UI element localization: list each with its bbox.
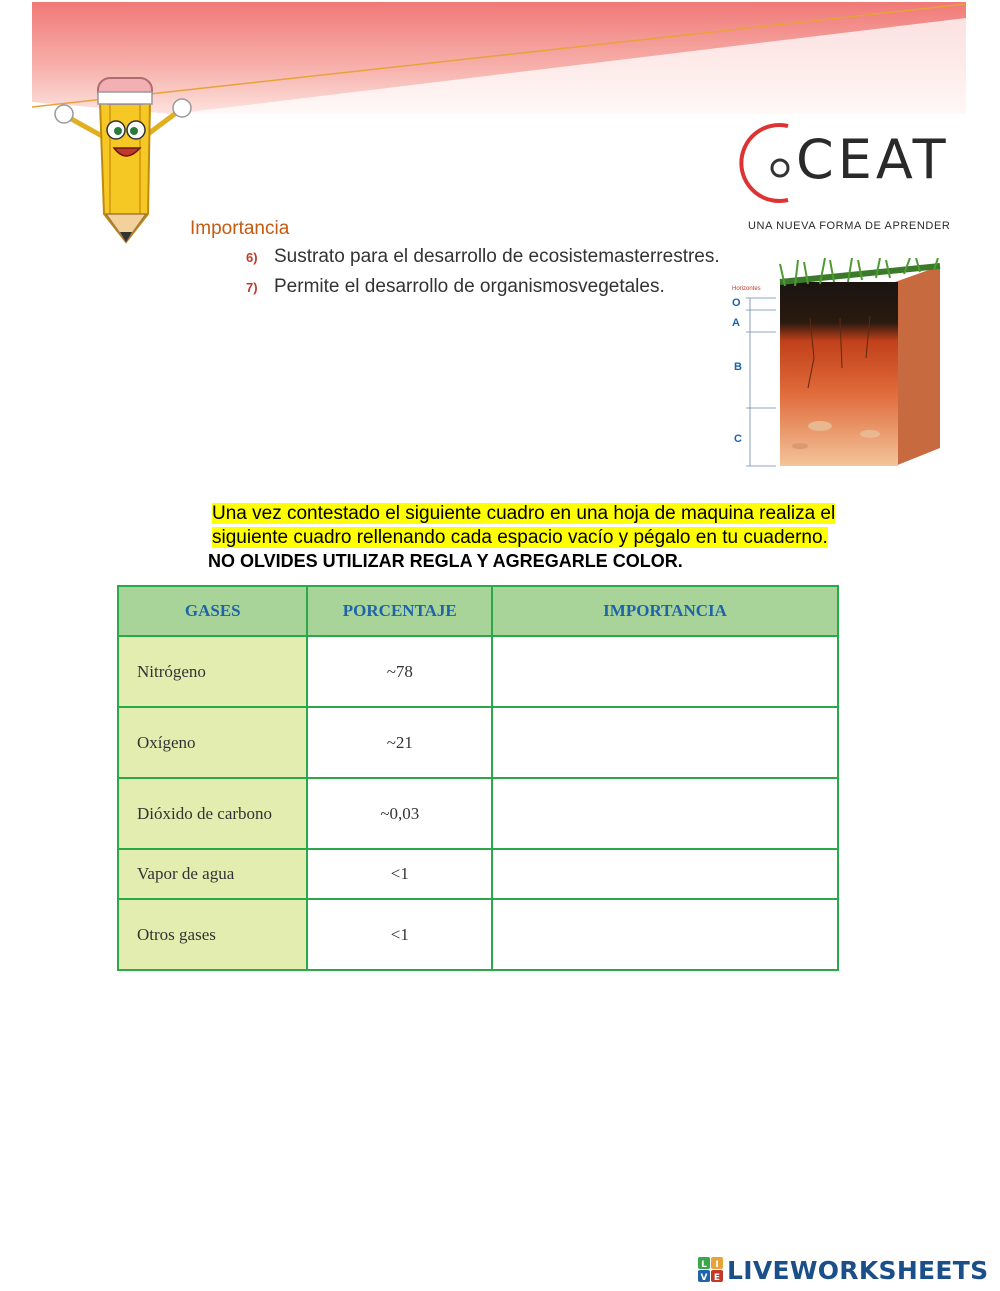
importance-answer-cell[interactable] xyxy=(492,899,838,970)
importancia-heading: Importancia xyxy=(190,218,290,239)
horizon-label-a: A xyxy=(732,317,740,329)
table-row xyxy=(118,707,838,778)
badge-letter: L xyxy=(701,1260,707,1270)
reminder-text: NO OLVIDES UTILIZAR REGLA Y AGREGARLE COLOR. xyxy=(208,551,683,571)
item-number: 6) xyxy=(246,250,258,265)
highlighted-instruction: Una vez contestado el siguiente cuadro en una hoja de maquina realiza el siguiente cuadro rellenando cada espacio vacío y pégalo en tu cuaderno. xyxy=(212,503,836,548)
table-row xyxy=(118,899,838,970)
badge-letter: V xyxy=(700,1273,708,1283)
instructions-text xyxy=(212,502,862,550)
item-text: Sustrato para el desarrollo de ecosistemasterrestres. xyxy=(274,246,720,267)
header-gases: GASES xyxy=(118,586,307,636)
importance-answer-cell[interactable] xyxy=(492,778,838,849)
horizons-title: Horizontes xyxy=(732,286,761,292)
percent-cell: ~0,03 xyxy=(307,778,492,849)
liveworksheets-logo-icon xyxy=(698,1257,724,1283)
gas-name-cell: Dióxido de carbono xyxy=(118,778,307,849)
gas-name-cell: Oxígeno xyxy=(118,707,307,778)
horizon-label-b: B xyxy=(734,361,742,373)
percent-cell: <1 xyxy=(307,849,492,899)
table-row xyxy=(118,778,838,849)
table-row xyxy=(118,636,838,707)
logo-tagline: UNA NUEVA FORMA DE APRENDER xyxy=(748,220,951,232)
gas-name-cell: Nitrógeno xyxy=(118,636,307,707)
header-importance: IMPORTANCIA xyxy=(492,586,838,636)
table-row xyxy=(118,849,838,899)
importance-answer-cell[interactable] xyxy=(492,849,838,899)
logo-wordmark: CEAT xyxy=(796,128,950,191)
importancia-item xyxy=(246,246,720,268)
table-header-row xyxy=(118,586,838,636)
badge-letter: I xyxy=(715,1260,719,1270)
ceat-logo xyxy=(736,112,951,242)
horizon-label-o: O xyxy=(732,297,741,309)
importance-answer-cell[interactable] xyxy=(492,707,838,778)
importance-answer-cell[interactable] xyxy=(492,636,838,707)
gas-name-cell: Vapor de agua xyxy=(118,849,307,899)
importancia-item xyxy=(246,276,665,298)
percent-cell: <1 xyxy=(307,899,492,970)
liveworksheets-brand xyxy=(698,1254,988,1286)
percent-cell: ~21 xyxy=(307,707,492,778)
gas-name-cell: Otros gases xyxy=(118,899,307,970)
item-number: 7) xyxy=(246,280,258,295)
percent-cell: ~78 xyxy=(307,636,492,707)
item-text: Permite el desarrollo de organismosvegetales. xyxy=(274,276,665,297)
gases-table xyxy=(117,585,839,971)
header-percent: PORCENTAJE xyxy=(307,586,492,636)
liveworksheets-wordmark: LIVEWORKSHEETS xyxy=(727,1255,989,1285)
pencil-mascot-illustration xyxy=(52,64,197,248)
badge-letter: E xyxy=(713,1273,721,1283)
horizon-label-c: C xyxy=(734,433,742,445)
soil-profile-illustration xyxy=(730,258,945,470)
